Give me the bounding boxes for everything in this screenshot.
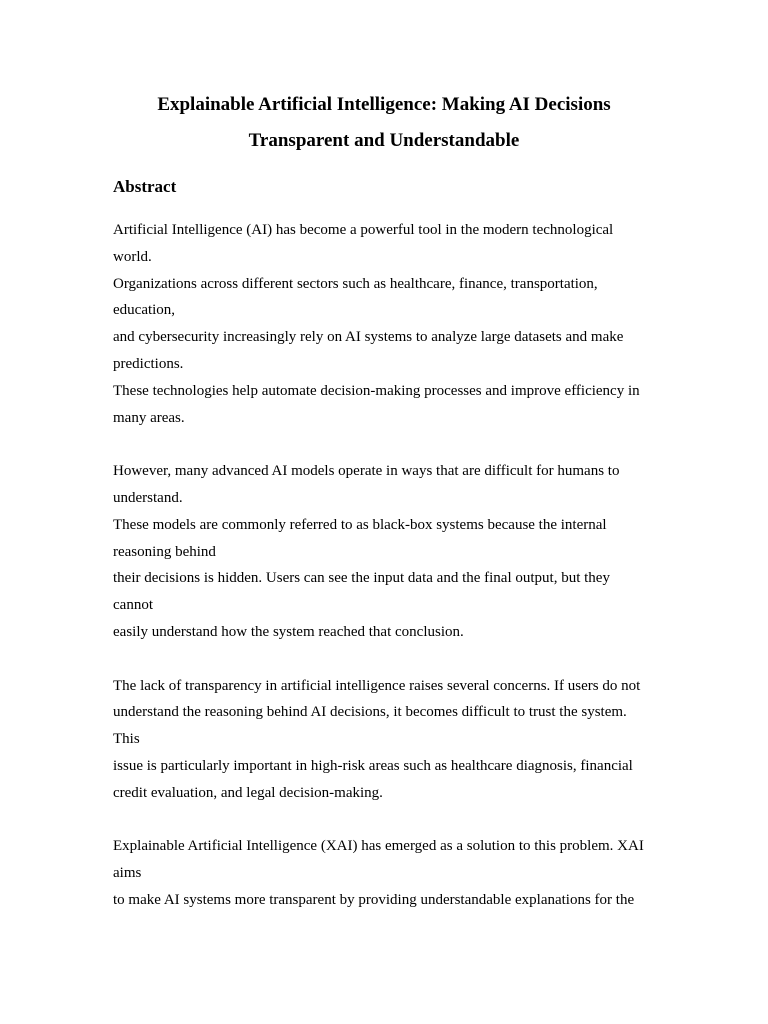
text-line: world. <box>113 248 152 265</box>
paragraph-gap <box>113 431 673 458</box>
text-line: their decisions is hidden. Users can see the input data and the final output, but they <box>113 570 610 587</box>
paragraph <box>113 673 673 807</box>
text-line: Organizations across different sectors such as healthcare, finance, transportation, <box>113 275 598 292</box>
abstract-heading: Abstract <box>113 177 177 196</box>
text-line: cannot <box>113 597 153 614</box>
text-line: However, many advanced AI models operate in ways that are difficult for humans to <box>113 463 620 480</box>
text-line: easily understand how the system reached that conclusion. <box>113 623 464 640</box>
text-line: This <box>113 731 140 748</box>
text-line: understand. <box>113 489 183 506</box>
document-title <box>100 87 668 159</box>
paragraph <box>113 833 673 913</box>
text-line: The lack of transparency in artificial intelligence raises several concerns. If users do not <box>113 677 641 694</box>
text-line: issue is particularly important in high-risk areas such as healthcare diagnosis, financial <box>113 757 633 774</box>
text-line: many areas. <box>113 409 185 426</box>
text-line: aims <box>113 865 142 882</box>
title-line: Transparent and Understandable <box>248 130 520 151</box>
abstract-body <box>113 217 673 914</box>
paragraph-gap <box>113 807 673 834</box>
title-line: Explainable Artificial Intelligence: Making AI Decisions <box>157 94 611 115</box>
paragraph <box>113 458 673 646</box>
paragraph-gap <box>113 646 673 673</box>
text-line: understand the reasoning behind AI decisions, it becomes difficult to trust the system. <box>113 704 627 721</box>
text-line: These models are commonly referred to as black-box systems because the internal <box>113 516 607 533</box>
text-line: Artificial Intelligence (AI) has become a powerful tool in the modern technological <box>113 222 614 238</box>
text-line: education, <box>113 302 176 319</box>
text-line: and cybersecurity increasingly rely on AI systems to analyze large datasets and make <box>113 329 624 346</box>
text-line: reasoning behind <box>113 543 216 560</box>
text-line: predictions. <box>113 355 184 372</box>
paragraph <box>113 217 673 431</box>
text-line: Explainable Artificial Intelligence (XAI) has emerged as a solution to this problem. XAI <box>113 838 644 855</box>
text-line: These technologies help automate decision-making processes and improve efficiency in <box>113 382 640 399</box>
text-line: to make AI systems more transparent by providing understandable explanations for the <box>113 891 635 908</box>
text-line: credit evaluation, and legal decision-making. <box>113 784 383 801</box>
